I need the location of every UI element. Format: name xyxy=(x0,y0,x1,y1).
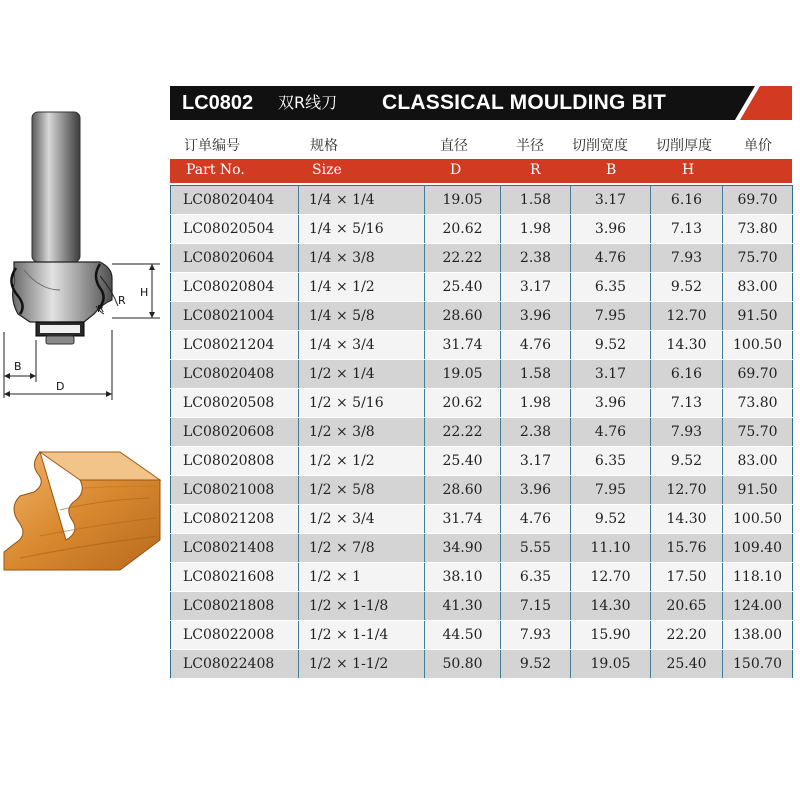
cut-height-cell: 6.16 xyxy=(651,360,723,389)
diameter-cell: 19.05 xyxy=(425,360,501,389)
radius-cell: 1.98 xyxy=(501,215,571,244)
header-en-h: H xyxy=(682,162,695,178)
header-cn-radius: 半径 xyxy=(516,138,544,154)
radius-cell: 1.58 xyxy=(501,360,571,389)
size-cell: 1/2 × 1/4 xyxy=(299,360,425,389)
cut-height-cell: 20.65 xyxy=(651,592,723,621)
part-no-cell: LC08022408 xyxy=(171,650,299,679)
table-row xyxy=(171,360,793,389)
header-cn-diameter: 直径 xyxy=(440,138,468,154)
diameter-cell: 50.80 xyxy=(425,650,501,679)
table-row xyxy=(171,534,793,563)
cut-height-cell: 25.40 xyxy=(651,650,723,679)
size-cell: 1/2 × 1-1/4 xyxy=(299,621,425,650)
cut-height-cell: 6.16 xyxy=(651,186,723,215)
diameter-cell: 25.40 xyxy=(425,447,501,476)
table-row xyxy=(171,418,793,447)
cut-height-cell: 14.30 xyxy=(651,505,723,534)
size-cell: 1/2 × 3/8 xyxy=(299,418,425,447)
cut-width-cell: 6.35 xyxy=(571,447,651,476)
cut-width-cell: 11.10 xyxy=(571,534,651,563)
price-cell: 73.80 xyxy=(723,215,793,244)
cut-width-cell: 3.96 xyxy=(571,389,651,418)
diameter-cell: 44.50 xyxy=(425,621,501,650)
radius-cell: 5.55 xyxy=(501,534,571,563)
diameter-cell: 34.90 xyxy=(425,534,501,563)
header-cn-cut-height: 切削厚度 xyxy=(656,138,712,154)
wood-moulding-profile-image xyxy=(0,440,165,580)
diameter-label: D xyxy=(56,380,65,393)
radius-cell: 2.38 xyxy=(501,244,571,273)
size-cell: 1/2 × 7/8 xyxy=(299,534,425,563)
part-no-cell: LC08021204 xyxy=(171,331,299,360)
price-cell: 83.00 xyxy=(723,447,793,476)
radius-cell: 3.96 xyxy=(501,476,571,505)
price-cell: 138.00 xyxy=(723,621,793,650)
diameter-cell: 38.10 xyxy=(425,563,501,592)
part-no-cell: LC08021608 xyxy=(171,563,299,592)
price-cell: 75.70 xyxy=(723,418,793,447)
header-cn-cut-width: 切削宽度 xyxy=(572,138,628,154)
diameter-cell: 20.62 xyxy=(425,389,501,418)
part-no-cell: LC08021808 xyxy=(171,592,299,621)
cut-width-cell: 4.76 xyxy=(571,244,651,273)
cut-height-cell: 12.70 xyxy=(651,476,723,505)
radius-cell: 2.38 xyxy=(501,418,571,447)
table-row xyxy=(171,215,793,244)
radius-cell: 9.52 xyxy=(501,650,571,679)
diameter-cell: 31.74 xyxy=(425,331,501,360)
table-row xyxy=(171,244,793,273)
spec-table xyxy=(170,185,793,679)
header-en-part-no: Part No. xyxy=(186,162,245,178)
product-code-title: LC0802 xyxy=(182,92,254,114)
part-no-cell: LC08021208 xyxy=(171,505,299,534)
size-cell: 1/4 × 1/2 xyxy=(299,273,425,302)
size-cell: 1/2 × 5/8 xyxy=(299,476,425,505)
size-cell: 1/2 × 5/16 xyxy=(299,389,425,418)
radius-cell: 1.58 xyxy=(501,186,571,215)
table-header-english xyxy=(170,159,792,183)
cut-width-cell: 3.96 xyxy=(571,215,651,244)
radius-label-inner: R xyxy=(97,304,104,315)
title-banner xyxy=(170,86,792,120)
size-cell: 1/2 × 3/4 xyxy=(299,505,425,534)
radius-cell: 3.17 xyxy=(501,447,571,476)
cut-width-cell: 12.70 xyxy=(571,563,651,592)
router-bit-drawing xyxy=(0,100,165,420)
radius-cell: 4.76 xyxy=(501,331,571,360)
cut-width-cell: 9.52 xyxy=(571,505,651,534)
radius-cell: 3.17 xyxy=(501,273,571,302)
diameter-cell: 31.74 xyxy=(425,505,501,534)
cut-height-cell: 7.13 xyxy=(651,215,723,244)
diameter-cell: 22.22 xyxy=(425,418,501,447)
table-row xyxy=(171,302,793,331)
header-en-b: B xyxy=(606,162,617,178)
table-row xyxy=(171,186,793,215)
cut-width-cell: 14.30 xyxy=(571,592,651,621)
part-no-cell: LC08021408 xyxy=(171,534,299,563)
price-cell: 100.50 xyxy=(723,505,793,534)
radius-cell: 4.76 xyxy=(501,505,571,534)
size-cell: 1/4 × 1/4 xyxy=(299,186,425,215)
diameter-cell: 41.30 xyxy=(425,592,501,621)
diameter-cell: 20.62 xyxy=(425,215,501,244)
price-cell: 118.10 xyxy=(723,563,793,592)
cut-height-cell: 22.20 xyxy=(651,621,723,650)
part-no-cell: LC08020508 xyxy=(171,389,299,418)
price-cell: 75.70 xyxy=(723,244,793,273)
cut-width-cell: 15.90 xyxy=(571,621,651,650)
part-no-cell: LC08020804 xyxy=(171,273,299,302)
table-row xyxy=(171,563,793,592)
part-no-cell: LC08020404 xyxy=(171,186,299,215)
cut-height-cell: 7.93 xyxy=(651,418,723,447)
cut-height-cell: 17.50 xyxy=(651,563,723,592)
header-cn-size: 规格 xyxy=(310,138,338,154)
table-row xyxy=(171,505,793,534)
table-row xyxy=(171,331,793,360)
cut-width-cell: 6.35 xyxy=(571,273,651,302)
price-cell: 109.40 xyxy=(723,534,793,563)
table-header-chinese xyxy=(170,132,792,156)
table-row xyxy=(171,273,793,302)
header-cn-part-no: 订单编号 xyxy=(184,138,240,154)
price-cell: 83.00 xyxy=(723,273,793,302)
table-row xyxy=(171,650,793,679)
cut-height-cell: 7.93 xyxy=(651,244,723,273)
price-cell: 150.70 xyxy=(723,650,793,679)
size-cell: 1/2 × 1 xyxy=(299,563,425,592)
width-label: B xyxy=(14,360,22,373)
cut-height-cell: 9.52 xyxy=(651,447,723,476)
part-no-cell: LC08020808 xyxy=(171,447,299,476)
cut-width-cell: 3.17 xyxy=(571,360,651,389)
header-cn-price: 单价 xyxy=(744,138,772,154)
part-no-cell: LC08022008 xyxy=(171,621,299,650)
table-row xyxy=(171,389,793,418)
part-no-cell: LC08020504 xyxy=(171,215,299,244)
radius-cell: 1.98 xyxy=(501,389,571,418)
part-no-cell: LC08021004 xyxy=(171,302,299,331)
cut-width-cell: 7.95 xyxy=(571,476,651,505)
part-no-cell: LC08021008 xyxy=(171,476,299,505)
price-cell: 124.00 xyxy=(723,592,793,621)
header-en-d: D xyxy=(450,162,462,178)
header-en-size: Size xyxy=(312,162,342,178)
radius-cell: 3.96 xyxy=(501,302,571,331)
cut-width-cell: 9.52 xyxy=(571,331,651,360)
cut-height-cell: 7.13 xyxy=(651,389,723,418)
diameter-cell: 28.60 xyxy=(425,302,501,331)
price-cell: 69.70 xyxy=(723,186,793,215)
radius-label: R xyxy=(118,294,126,307)
table-row xyxy=(171,447,793,476)
table-row xyxy=(171,621,793,650)
cut-width-cell: 19.05 xyxy=(571,650,651,679)
table-row xyxy=(171,476,793,505)
size-cell: 1/4 × 5/8 xyxy=(299,302,425,331)
cut-width-cell: 4.76 xyxy=(571,418,651,447)
price-cell: 73.80 xyxy=(723,389,793,418)
size-cell: 1/4 × 5/16 xyxy=(299,215,425,244)
cut-height-cell: 12.70 xyxy=(651,302,723,331)
radius-cell: 7.93 xyxy=(501,621,571,650)
diameter-cell: 19.05 xyxy=(425,186,501,215)
part-no-cell: LC08020608 xyxy=(171,418,299,447)
part-no-cell: LC08020408 xyxy=(171,360,299,389)
part-no-cell: LC08020604 xyxy=(171,244,299,273)
size-cell: 1/4 × 3/8 xyxy=(299,244,425,273)
size-cell: 1/2 × 1-1/2 xyxy=(299,650,425,679)
spec-table-body xyxy=(171,186,793,679)
price-cell: 91.50 xyxy=(723,476,793,505)
table-row xyxy=(171,592,793,621)
price-cell: 91.50 xyxy=(723,302,793,331)
cut-height-cell: 9.52 xyxy=(651,273,723,302)
price-cell: 100.50 xyxy=(723,331,793,360)
cut-width-cell: 7.95 xyxy=(571,302,651,331)
size-cell: 1/2 × 1-1/8 xyxy=(299,592,425,621)
cut-width-cell: 3.17 xyxy=(571,186,651,215)
diameter-cell: 25.40 xyxy=(425,273,501,302)
cut-height-cell: 14.30 xyxy=(651,331,723,360)
height-label: H xyxy=(140,286,149,299)
size-cell: 1/2 × 1/2 xyxy=(299,447,425,476)
diameter-cell: 22.22 xyxy=(425,244,501,273)
radius-cell: 6.35 xyxy=(501,563,571,592)
header-en-r: R xyxy=(530,162,541,178)
size-cell: 1/4 × 3/4 xyxy=(299,331,425,360)
price-cell: 69.70 xyxy=(723,360,793,389)
cut-height-cell: 15.76 xyxy=(651,534,723,563)
radius-cell: 7.15 xyxy=(501,592,571,621)
product-english-title: CLASSICAL MOULDING BIT xyxy=(382,91,667,114)
product-chinese-title: 双R线刀 xyxy=(278,93,338,112)
diameter-cell: 28.60 xyxy=(425,476,501,505)
